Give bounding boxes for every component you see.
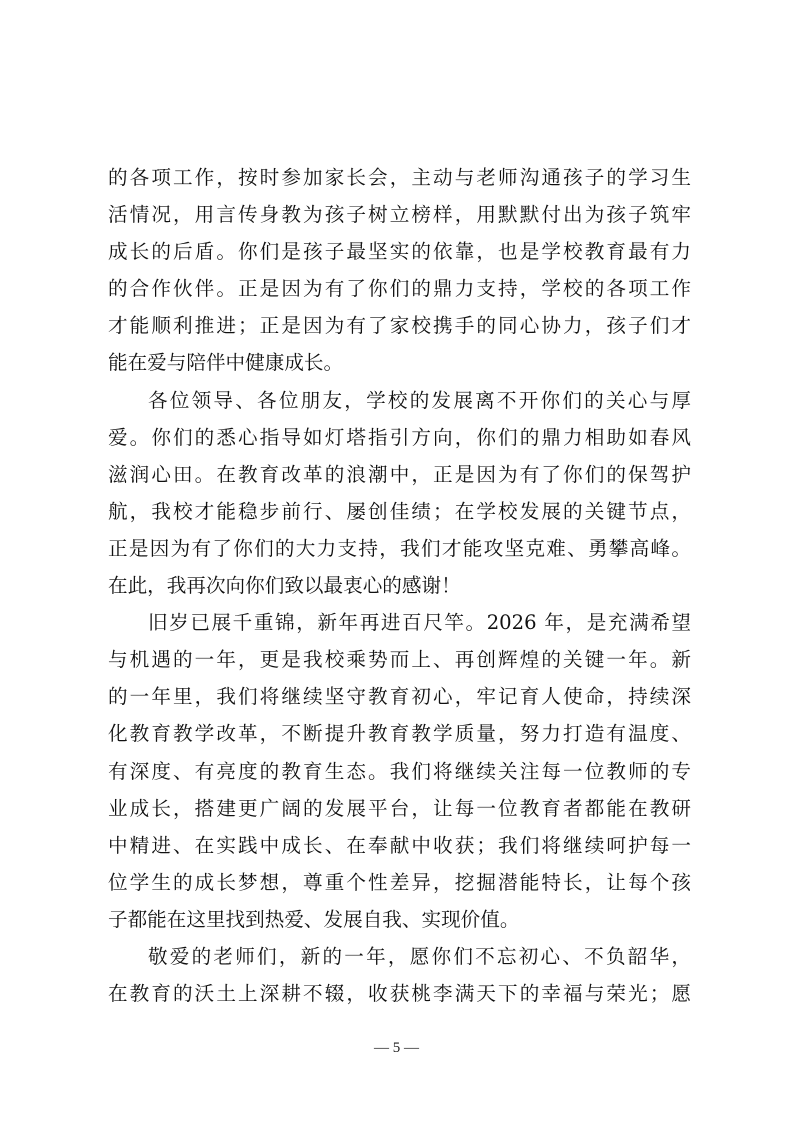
paragraph-first-line: 旧岁已展千重锦，新年再进百尺竿。2026 年，是充满希望 [148,611,691,635]
page-number: — 5 — [374,1040,419,1056]
text-line: 爱。你们的悉心指导如灯塔指引方向，你们的鼎力相助如春风 [108,425,691,449]
body-text [108,159,691,1012]
text-line: 的一年里，我们将继续坚守教育初心，牢记育人使命，持续深 [108,685,691,709]
text-line: 成长的后盾。你们是孩子最坚实的依靠，也是学校教育最有力 [108,240,691,264]
text-line: 才能顺利推进；正是因为有了家校携手的同心协力，孩子们才 [108,314,691,338]
text-line: 正是因为有了你们的大力支持，我们才能攻坚克难、勇攀高峰。 [108,536,691,560]
text-line: 中精进、在实践中成长、在奉献中收获；我们将继续呵护每一 [108,833,691,857]
text-line: 与机遇的一年，更是我校乘势而上、再创辉煌的关键一年。新 [108,648,691,672]
text-line: 有深度、有亮度的教育生态。我们将继续关注每一位教师的专 [108,759,691,783]
paragraph-first-line: 各位领导、各位朋友，学校的发展离不开你们的关心与厚 [148,388,691,412]
text-line: 化教育教学改革，不断提升教育教学质量，努力打造有温度、 [108,722,691,746]
text-line: 的各项工作，按时参加家长会，主动与老师沟通孩子的学习生 [108,166,691,189]
text-line: 子都能在这里找到热爱、发展自我、实现价值。 [108,907,520,931]
text-line: 业成长，搭建更广阔的发展平台，让每一位教育者都能在教研 [108,796,691,820]
paragraph-first-line: 敬爱的老师们，新的一年，愿你们不忘初心、不负韶华， [148,944,691,968]
text-line: 位学生的成长梦想，尊重个性差异，挖掘潜能特长，让每个孩 [108,870,691,894]
text-line: 航，我校才能稳步前行、屡创佳绩；在学校发展的关键节点， [108,499,691,523]
text-line: 活情况，用言传身教为孩子树立榜样，用默默付出为孩子筑牢 [108,203,691,227]
text-line: 能在爱与陪伴中健康成长。 [108,351,344,375]
text-line: 的合作伙伴。正是因为有了你们的鼎力支持，学校的各项工作 [108,277,691,301]
text-line: 在此，我再次向你们致以最衷心的感谢！ [108,574,461,598]
text-line: 在教育的沃土上深耕不辍，收获桃李满天下的幸福与荣光；愿 [108,982,691,1006]
text-line: 滋润心田。在教育改革的浪潮中，正是因为有了你们的保驾护 [108,462,691,486]
